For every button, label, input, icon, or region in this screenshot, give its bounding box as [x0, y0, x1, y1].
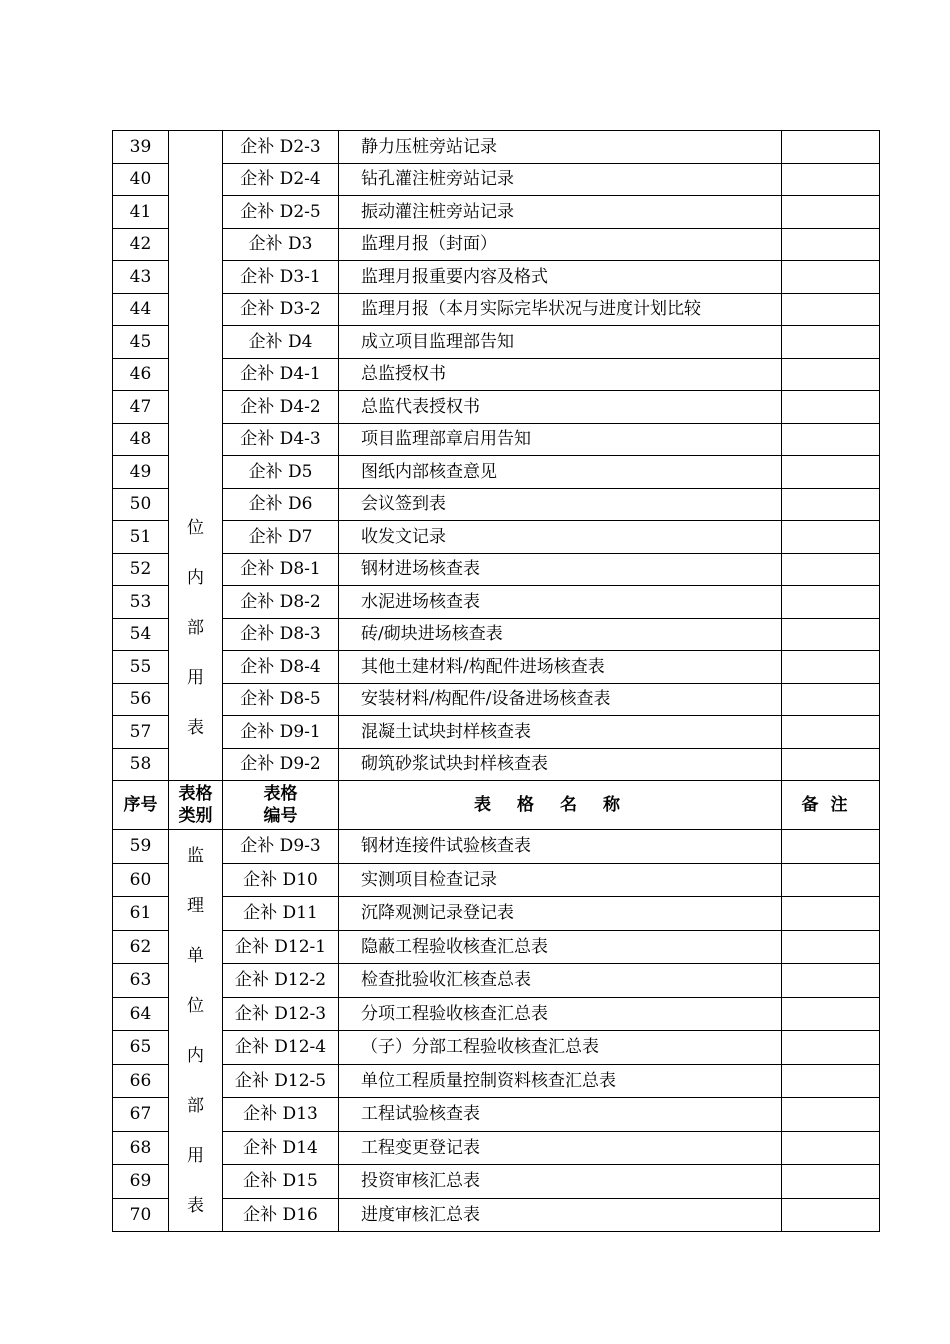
- form-code: 企补 D12-5: [223, 1064, 339, 1098]
- table-row: [113, 228, 880, 261]
- form-name: 砌筑砂浆试块封样核查表: [339, 748, 782, 781]
- category-label: [169, 158, 222, 753]
- row-number: 69: [113, 1165, 169, 1199]
- header-category: [169, 781, 223, 830]
- note-cell: [782, 716, 880, 749]
- row-number: 64: [113, 997, 169, 1031]
- form-code: 企补 D12-1: [223, 930, 339, 964]
- row-number: 57: [113, 716, 169, 749]
- form-code: 企补 D12-3: [223, 997, 339, 1031]
- note-cell: [782, 196, 880, 229]
- form-code: 企补 D16: [223, 1198, 339, 1232]
- form-name: 钢材连接件试验核查表: [339, 830, 782, 864]
- header-note: 备注: [782, 781, 880, 830]
- form-name: 安装材料/构配件/设备进场核查表: [339, 683, 782, 716]
- row-number: 45: [113, 326, 169, 359]
- form-code: 企补 D8-2: [223, 586, 339, 619]
- table-row: [113, 1131, 880, 1165]
- form-name: 监理月报（本月实际完毕状况与进度计划比较: [339, 293, 782, 326]
- form-index-table: [112, 130, 880, 1232]
- note-cell: [782, 228, 880, 261]
- form-name: 投资审核汇总表: [339, 1165, 782, 1199]
- note-cell: [782, 748, 880, 781]
- note-cell: [782, 830, 880, 864]
- form-name: 其他土建材料/构配件进场核查表: [339, 651, 782, 684]
- table-row: [113, 196, 880, 229]
- form-name: 项目监理部章启用告知: [339, 423, 782, 456]
- table-row: [113, 131, 880, 164]
- header-code-line1: 表格: [263, 784, 298, 804]
- form-name: 检查批验收汇核查总表: [339, 964, 782, 998]
- row-number: 50: [113, 488, 169, 521]
- form-code: 企补 D14: [223, 1131, 339, 1165]
- form-name: 单位工程质量控制资料核查汇总表: [339, 1064, 782, 1098]
- table-row: [113, 748, 880, 781]
- form-name: 收发文记录: [339, 521, 782, 554]
- form-code: 企补 D3-1: [223, 261, 339, 294]
- table-row: [113, 391, 880, 424]
- form-name: 监理月报重要内容及格式: [339, 261, 782, 294]
- category-cell: [169, 131, 223, 781]
- row-number: 49: [113, 456, 169, 489]
- table-row: [113, 1198, 880, 1232]
- form-name: （子）分部工程验收核查汇总表: [339, 1031, 782, 1065]
- header-seq: 序号: [113, 781, 169, 830]
- row-number: 59: [113, 830, 169, 864]
- table-row: [113, 163, 880, 196]
- row-number: 60: [113, 863, 169, 897]
- note-cell: [782, 358, 880, 391]
- form-name: 成立项目监理部告知: [339, 326, 782, 359]
- form-code: 企补 D10: [223, 863, 339, 897]
- form-code: 企补 D9-1: [223, 716, 339, 749]
- form-code: 企补 D4-3: [223, 423, 339, 456]
- table-row: [113, 521, 880, 554]
- form-name: 会议签到表: [339, 488, 782, 521]
- note-cell: [782, 1064, 880, 1098]
- form-code: 企补 D8-3: [223, 618, 339, 651]
- note-cell: [782, 586, 880, 619]
- row-number: 62: [113, 930, 169, 964]
- table-row: [113, 930, 880, 964]
- row-number: 41: [113, 196, 169, 229]
- row-number: 58: [113, 748, 169, 781]
- row-number: 70: [113, 1198, 169, 1232]
- form-name: 图纸内部核查意见: [339, 456, 782, 489]
- form-code: 企补 D2-3: [223, 131, 339, 164]
- form-name: 混凝土试块封样核查表: [339, 716, 782, 749]
- category-char: 用: [187, 668, 204, 688]
- note-cell: [782, 1198, 880, 1232]
- form-code: 企补 D8-1: [223, 553, 339, 586]
- category-char: 单: [187, 945, 204, 966]
- form-code: 企补 D9-2: [223, 748, 339, 781]
- form-code: 企补 D4: [223, 326, 339, 359]
- category-cell: [169, 830, 223, 1232]
- category-char: 部: [187, 1095, 204, 1116]
- form-code: 企补 D7: [223, 521, 339, 554]
- table-row: [113, 618, 880, 651]
- category-char: 用: [187, 1145, 204, 1166]
- note-cell: [782, 521, 880, 554]
- note-cell: [782, 863, 880, 897]
- table-row: [113, 683, 880, 716]
- row-number: 53: [113, 586, 169, 619]
- form-code: 企补 D3: [223, 228, 339, 261]
- category-char: 位: [187, 518, 204, 538]
- form-code: 企补 D13: [223, 1098, 339, 1132]
- note-cell: [782, 488, 880, 521]
- form-code: 企补 D6: [223, 488, 339, 521]
- header-category-line1: 表格: [178, 784, 213, 804]
- category-char: 内: [187, 568, 204, 588]
- header-name: 表格名称: [339, 781, 782, 830]
- table-row: [113, 488, 880, 521]
- note-cell: [782, 1031, 880, 1065]
- row-number: 42: [113, 228, 169, 261]
- note-cell: [782, 131, 880, 164]
- table-row: [113, 456, 880, 489]
- row-number: 47: [113, 391, 169, 424]
- form-code: 企补 D12-4: [223, 1031, 339, 1065]
- row-number: 40: [113, 163, 169, 196]
- row-number: 61: [113, 897, 169, 931]
- form-name: 工程试验核查表: [339, 1098, 782, 1132]
- form-code: 企补 D3-2: [223, 293, 339, 326]
- row-number: 66: [113, 1064, 169, 1098]
- form-name: 监理月报（封面）: [339, 228, 782, 261]
- note-cell: [782, 651, 880, 684]
- table-row: [113, 1064, 880, 1098]
- table-row: [113, 830, 880, 864]
- row-number: 52: [113, 553, 169, 586]
- row-number: 67: [113, 1098, 169, 1132]
- table-row: [113, 553, 880, 586]
- row-number: 68: [113, 1131, 169, 1165]
- table-row: [113, 293, 880, 326]
- form-name: 总监授权书: [339, 358, 782, 391]
- table-header-row: [113, 781, 880, 830]
- table-row: [113, 1031, 880, 1065]
- category-char: 部: [187, 618, 204, 638]
- row-number: 39: [113, 131, 169, 164]
- row-number: 55: [113, 651, 169, 684]
- note-cell: [782, 997, 880, 1031]
- form-code: 企补 D9-3: [223, 830, 339, 864]
- note-cell: [782, 326, 880, 359]
- form-name: 总监代表授权书: [339, 391, 782, 424]
- form-name: 钢材进场核查表: [339, 553, 782, 586]
- form-code: 企补 D8-4: [223, 651, 339, 684]
- table-row: [113, 326, 880, 359]
- form-code: 企补 D2-5: [223, 196, 339, 229]
- form-name: 钻孔灌注桩旁站记录: [339, 163, 782, 196]
- row-number: 48: [113, 423, 169, 456]
- table-row: [113, 423, 880, 456]
- note-cell: [782, 897, 880, 931]
- category-label: [169, 831, 222, 1231]
- note-cell: [782, 293, 880, 326]
- category-char: 表: [187, 1195, 204, 1216]
- note-cell: [782, 618, 880, 651]
- row-number: 46: [113, 358, 169, 391]
- category-char: 理: [187, 895, 204, 916]
- note-cell: [782, 261, 880, 294]
- form-code: 企补 D4-2: [223, 391, 339, 424]
- category-char: 内: [187, 1045, 204, 1066]
- table-row: [113, 716, 880, 749]
- table-row: [113, 1165, 880, 1199]
- table-row: [113, 863, 880, 897]
- row-number: 43: [113, 261, 169, 294]
- row-number: 44: [113, 293, 169, 326]
- note-cell: [782, 163, 880, 196]
- form-code: 企补 D15: [223, 1165, 339, 1199]
- note-cell: [782, 1165, 880, 1199]
- table-row: [113, 897, 880, 931]
- row-number: 56: [113, 683, 169, 716]
- form-code: 企补 D11: [223, 897, 339, 931]
- form-name: 静力压桩旁站记录: [339, 131, 782, 164]
- table-row: [113, 964, 880, 998]
- note-cell: [782, 391, 880, 424]
- table-row: [113, 997, 880, 1031]
- form-name: 砖/砌块进场核查表: [339, 618, 782, 651]
- table-row: [113, 586, 880, 619]
- note-cell: [782, 1098, 880, 1132]
- category-char: 表: [187, 718, 204, 738]
- row-number: 65: [113, 1031, 169, 1065]
- table-body: [113, 131, 880, 1232]
- form-name: 实测项目检查记录: [339, 863, 782, 897]
- form-code: 企补 D5: [223, 456, 339, 489]
- table-row: [113, 651, 880, 684]
- table-row: [113, 261, 880, 294]
- form-name: 工程变更登记表: [339, 1131, 782, 1165]
- form-name: 水泥进场核查表: [339, 586, 782, 619]
- row-number: 51: [113, 521, 169, 554]
- category-char: 监: [187, 845, 204, 866]
- table-row: [113, 358, 880, 391]
- form-name: 进度审核汇总表: [339, 1198, 782, 1232]
- note-cell: [782, 553, 880, 586]
- form-name: 振动灌注桩旁站记录: [339, 196, 782, 229]
- header-category-line2: 类别: [178, 806, 213, 826]
- table-row: [113, 1098, 880, 1132]
- form-code: 企补 D4-1: [223, 358, 339, 391]
- form-name: 分项工程验收核查汇总表: [339, 997, 782, 1031]
- note-cell: [782, 1131, 880, 1165]
- category-char: 位: [187, 995, 204, 1016]
- note-cell: [782, 683, 880, 716]
- note-cell: [782, 930, 880, 964]
- form-code: 企补 D2-4: [223, 163, 339, 196]
- row-number: 54: [113, 618, 169, 651]
- form-name: 隐蔽工程验收核查汇总表: [339, 930, 782, 964]
- header-code-line2: 编号: [263, 806, 298, 826]
- form-code: 企补 D8-5: [223, 683, 339, 716]
- note-cell: [782, 456, 880, 489]
- header-code: [223, 781, 339, 830]
- form-name: 沉降观测记录登记表: [339, 897, 782, 931]
- row-number: 63: [113, 964, 169, 998]
- note-cell: [782, 964, 880, 998]
- form-code: 企补 D12-2: [223, 964, 339, 998]
- note-cell: [782, 423, 880, 456]
